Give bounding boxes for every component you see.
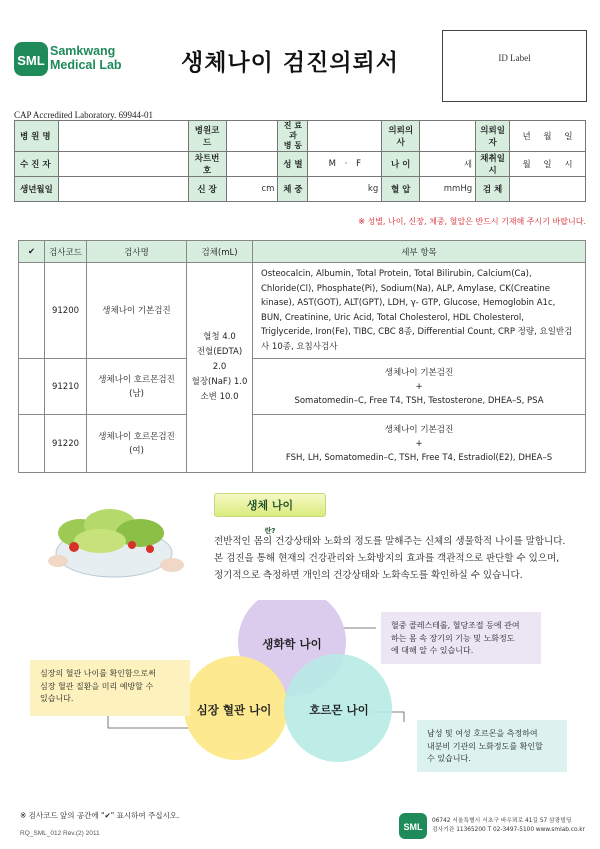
- table-row: [19, 263, 586, 359]
- required-notice: ※ 성별, 나이, 신장, 체중, 혈압은 반드시 기재해 주시기 바랍니다.: [358, 217, 586, 226]
- label-blood-pressure: 혈 압: [382, 177, 420, 202]
- logo-word1: Samkwang: [50, 44, 116, 58]
- cardio-age-description: 심장의 혈관 나이를 확인함으로써 심장 혈관 질환을 미리 예방할 수 있습니다.: [30, 660, 190, 716]
- tests-header-row: [19, 241, 586, 263]
- label-collection-datetime: 채취일시: [476, 152, 510, 177]
- intro-paragraph: 전반적인 몸의 건강상태와 노화의 정도를 말해주는 신체의 생물학적 나이를 말합니다. 본 검진을 통해 현재의 건강관리와 노화방지의 효과를 객관적으로 판단할 수 있으며, 정기적으로 측정하면 개인의 건강상태와 노화속도를 확인하실 수 있습니다.: [214, 536, 566, 581]
- hospital-field[interactable]: [58, 121, 188, 152]
- hormone-age-description: 남성 및 여성 호르몬을 측정하여 내분비 기관의 노화정도를 확인할 수 있습니다.: [417, 720, 567, 772]
- patient-info-table: [14, 120, 586, 202]
- specimen-header: 검체(mL): [187, 241, 253, 263]
- bio-age-heading: 생체 나이 란?: [214, 493, 326, 517]
- id-label-box: [442, 30, 587, 102]
- name-header: 검사명: [87, 241, 187, 263]
- salad-bowl-illustration: [40, 495, 188, 587]
- age-field[interactable]: 세: [420, 152, 476, 177]
- label-weight: 체 중: [278, 177, 308, 202]
- logo-word2: Medical Lab: [50, 58, 122, 72]
- specimen-cell: 혈청 4.0 전혈(EDTA) 2.0 혈장(NaF) 1.0 소변 10.0: [187, 263, 253, 473]
- test-name: 생체나이 호르몬검진(여): [87, 415, 187, 473]
- patient-field[interactable]: [58, 152, 188, 177]
- hormone-age-label: 호르몬 나이: [309, 703, 369, 717]
- page-title: 생체나이 검진의뢰서: [181, 50, 399, 76]
- weight-field[interactable]: kg: [308, 177, 382, 202]
- check-cell-91200[interactable]: [19, 263, 45, 359]
- tests-table: [18, 240, 586, 473]
- test-detail: 생체나이 기본검진 + FSH, LH, Somatomedin–C, TSH, Free T4, Estradiol(E2), DHEA–S: [253, 415, 586, 473]
- test-detail: 생체나이 기본검진 + Somatomedin–C, Free T4, TSH, Testosterone, DHEA–S, PSA: [253, 359, 586, 415]
- table-row: [19, 415, 586, 473]
- check-header: ✔: [19, 241, 45, 263]
- label-specimen: 검 체: [476, 177, 510, 202]
- detail-header: 세부 항목: [253, 241, 586, 263]
- test-name: 생체나이 기본검진: [87, 263, 187, 359]
- dept-ward-field[interactable]: [308, 121, 382, 152]
- label-request-date: 의뢰일자: [476, 121, 510, 152]
- test-code: 91200: [45, 263, 87, 359]
- sex-field[interactable]: M · F: [308, 152, 382, 177]
- chart-no-field[interactable]: [226, 152, 278, 177]
- biochem-age-label: 생화학 나이: [262, 637, 322, 651]
- label-hospital-code: 병원코드: [188, 121, 226, 152]
- check-cell-91210[interactable]: [19, 359, 45, 415]
- id-label: ID Label: [498, 53, 531, 63]
- check-cell-91220[interactable]: [19, 415, 45, 473]
- logo-abbr: SML: [17, 53, 45, 68]
- form-code: RQ_SML_012 Rev.(2) 2011: [20, 830, 100, 837]
- doctor-field[interactable]: [420, 121, 476, 152]
- label-age: 나 이: [382, 152, 420, 177]
- label-chart-no: 차트번호: [188, 152, 226, 177]
- specimen-field[interactable]: [510, 177, 586, 202]
- label-doctor: 의뢰의사: [382, 121, 420, 152]
- test-code: 91210: [45, 359, 87, 415]
- birthdate-field[interactable]: [58, 177, 188, 202]
- footer-logo-abbr: SML: [403, 822, 423, 832]
- blood-pressure-field[interactable]: mmHg: [420, 177, 476, 202]
- sml-footer-logo: [398, 812, 428, 840]
- cardio-age-label: 심장 혈관 나이: [196, 703, 272, 717]
- biochem-age-description: 혈중 콜레스테롤, 혈당조절 등에 관여 하는 몸 속 장기의 기능 및 노화정도 에 대해 알 수 있습니다.: [381, 612, 541, 664]
- label-sex: 성 별: [278, 152, 308, 177]
- label-dept-ward: 진 료 과 병 동: [278, 121, 308, 152]
- collection-datetime-field[interactable]: 월 일 시: [510, 152, 586, 177]
- label-hospital: 병 원 명: [15, 121, 59, 152]
- table-row: [19, 359, 586, 415]
- test-code: 91220: [45, 415, 87, 473]
- test-name: 생체나이 호르몬검진(남): [87, 359, 187, 415]
- label-height: 신 장: [188, 177, 226, 202]
- request-date-field[interactable]: 년 월 일: [510, 121, 586, 152]
- height-field[interactable]: cm: [226, 177, 278, 202]
- address-block: 06742 서울특별시 서초구 바우뫼로 41길 57 삼광빌딩 검사기관 11365200 T 02-3497-5100 www.smlab.co.kr: [432, 818, 585, 833]
- logo-text: [50, 44, 122, 72]
- test-detail: Osteocalcin, Albumin, Total Protein, Total Bilirubin, Calcium(Ca), Chloride(Cl), Phosphate(Pi), Sodium(Na), ALP, Amylase, CK(Creatine kinase), AST(GOT), ALT(GPT), LDH, γ- GTP, Glucose, Hemoglobin A1c, BUN, Creatinine, Uric Acid, Total Cholesterol, HDL Cholesterol, Triglyceride, Iron(Fe), TIBC, CBC 8종, Differential Count, CRP 정량, 요일반검사 10종, 요침사검사: [253, 263, 586, 359]
- hospital-code-field[interactable]: [226, 121, 278, 152]
- label-patient: 수 진 자: [15, 152, 59, 177]
- cap-accreditation: CAP Accredited Laboratory. 69944-01: [14, 110, 154, 120]
- check-instruction: ※ 검사코드 앞의 공간에 "✔" 표시하여 주십시오.: [20, 811, 180, 820]
- label-birthdate: 생년월일: [15, 177, 59, 202]
- code-header: 검사코드: [45, 241, 87, 263]
